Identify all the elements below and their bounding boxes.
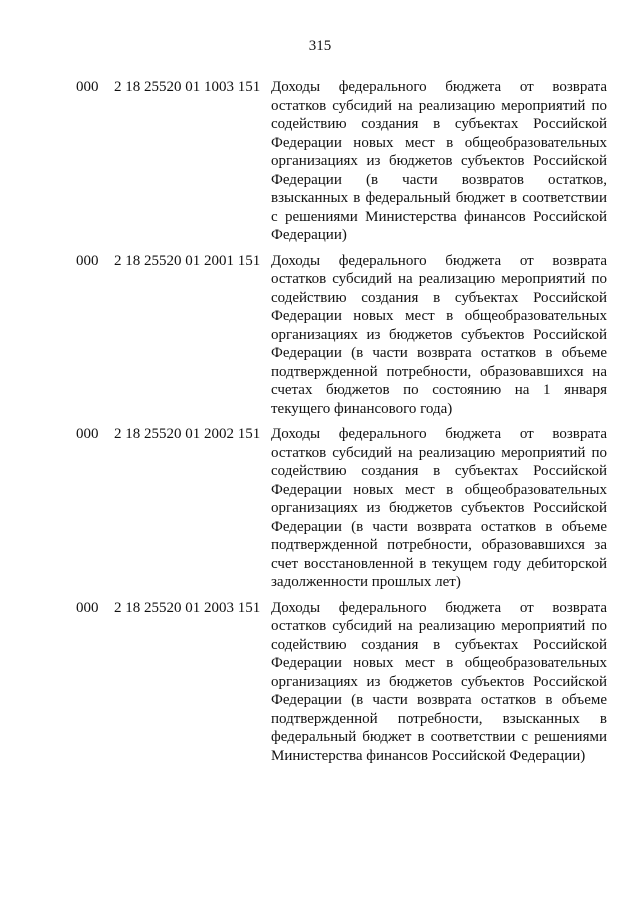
description-line: подтвержденной потребности, взысканных в [271, 710, 607, 727]
page-number: 315 [308, 38, 332, 54]
table-row [0, 599, 640, 766]
admin-code: 000 [76, 252, 99, 269]
description-line: подтвержденной потребности, образовавшихся за [271, 537, 607, 553]
table-row [0, 425, 640, 592]
description-line: содействию создания в субъектах Российской [271, 289, 607, 306]
description-line: Федерации (в части возврата остатков в объеме [271, 692, 607, 708]
description-line: организациях из бюджетов субъектов Российской [271, 326, 607, 343]
description-line: счет восстановленной в текущем году дебиторской [271, 555, 607, 572]
description-line: остатков субсидий на реализацию мероприятий по [271, 444, 607, 461]
description-line: федеральный бюджет в соответствии с решениями [271, 729, 607, 745]
description-line: остатков субсидий на реализацию мероприятий по [271, 271, 607, 287]
description-line: подтвержденной потребности, образовавшихся на [271, 363, 607, 380]
table-row [0, 78, 640, 245]
admin-code: 000 [76, 599, 99, 616]
budget-code-table [0, 78, 640, 772]
description-line: содействию создания в субъектах Российской [271, 116, 607, 132]
description-line: Федерации новых мест в общеобразовательных [271, 655, 607, 671]
description-line: содействию создания в субъектах Российской [271, 636, 607, 653]
description-line: организациях из бюджетов субъектов Российской [271, 153, 607, 169]
description-line: Федерации новых мест в общеобразовательных [271, 481, 607, 498]
description-line: остатков субсидий на реализацию мероприятий по [271, 618, 607, 634]
description-line: Федерации новых мест в общеобразовательных [271, 308, 607, 324]
description-line: Федерации (в части возврата остатков в объеме [271, 345, 607, 361]
description-line: с решениями Министерства финансов Российской [271, 208, 607, 225]
admin-code: 000 [76, 79, 99, 95]
description-line: организациях из бюджетов субъектов Российской [271, 500, 607, 516]
description-line: Доходы федерального бюджета от возврата [271, 252, 607, 269]
description-line: организациях из бюджетов субъектов Российской [271, 673, 607, 690]
description-line: Доходы федерального бюджета от возврата [271, 79, 607, 95]
income-description [271, 78, 607, 245]
income-description [271, 252, 607, 419]
description-line: Федерации) [271, 227, 347, 243]
budget-classification-code: 2 18 25520 01 1003 151 [114, 79, 261, 95]
description-line: задолженности прошлых лет) [271, 574, 461, 590]
budget-classification-code: 2 18 25520 01 2002 151 [114, 426, 261, 442]
description-line: Министерства финансов Российской Федерации) [271, 747, 586, 764]
description-line: Доходы федерального бюджета от возврата [271, 599, 607, 616]
income-description [271, 599, 607, 766]
budget-classification-code: 2 18 25520 01 2001 151 [114, 252, 261, 269]
description-line: Федерации (в части возврата остатков в объеме [271, 518, 607, 535]
description-line: счетах бюджетов по состоянию на 1 января [271, 382, 607, 398]
budget-classification-code: 2 18 25520 01 2003 151 [114, 599, 261, 616]
admin-code: 000 [76, 426, 99, 442]
income-description [271, 425, 607, 592]
description-line: Федерации новых мест в общеобразовательных [271, 134, 607, 151]
description-line: Доходы федерального бюджета от возврата [271, 426, 607, 442]
description-line: текущего финансового года) [271, 400, 453, 417]
table-row [0, 252, 640, 419]
description-line: остатков субсидий на реализацию мероприятий по [271, 97, 607, 114]
description-line: взысканных в федеральный бюджет в соответствии [271, 190, 607, 206]
description-line: Федерации (в части возвратов остатков, [271, 171, 607, 188]
description-line: содействию создания в субъектах Российской [271, 463, 607, 479]
